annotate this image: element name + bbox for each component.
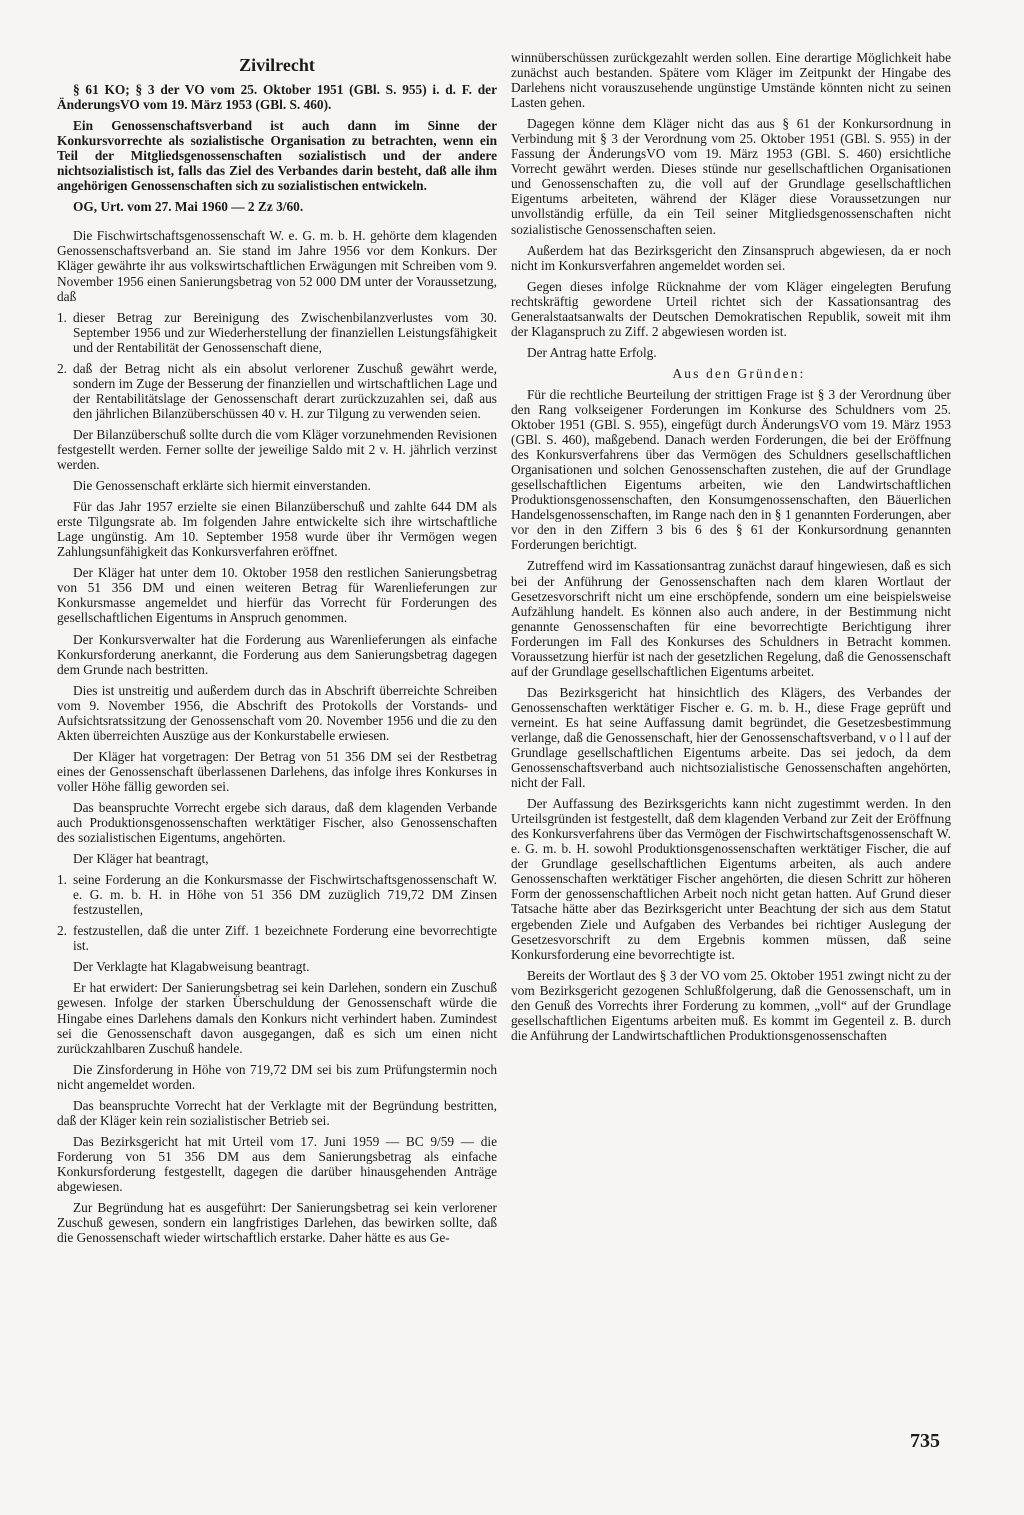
legal-citation: § 61 KO; § 3 der VO vom 25. Oktober 1951 (GBl. S. 955) i. d. F. der ÄnderungsVO vom 19. März 1953 (GBl. S. 460). [57,82,497,113]
paragraph: Außerdem hat das Bezirksgericht den Zinsanspruch abgewiesen, da er noch nicht im Konkursverfahren angemeldet worden sei. [511,242,951,273]
paragraph: Zutreffend wird im Kassationsantrag zunächst darauf hingewiesen, daß es sich bei der Anführung der Genossenschaften nach dem klaren Wortlaut der Gesetzesvorschrift nicht um eine erschöpfende, sondern um eine beispielsweise Aufzählung handelt. Es können also auch andere, in der Bestimmung nicht genannte Genossenschaften für eine bevorrechtigte Berichtigung ihrer Forderungen im Fall des Konkurses des Schuldners in Betracht kommen. Voraussetzung hierfür ist nach der gesetzlichen Regelung, daß die Genossenschaft auf der Grundlage gesellschaftlichen Eigentums arbeitet. [511,558,951,679]
paragraph: Der Antrag hatte Erfolg. [527,344,657,360]
section-title: Zivilrecht [239,55,315,75]
paragraph: Gegen dieses infolge Rücknahme der vom Kläger eingelegten Berufung rechtskräftig gewordene Urteil richtet sich der Kassationsantrag des Generalstaatsanwalts der Deutschen Demokratischen Republik, soweit mit ihm der Klaganspruch zu Ziff. 2 abgewiesen worden ist. [511,278,951,339]
paragraph: Die Genossenschaft erklärte sich hiermit einverstanden. [73,478,371,494]
gruende-heading: Aus den Gründen: [672,365,806,381]
paragraph: Dies ist unstreitig und außerdem durch das in Abschrift überreichte Schreiben vom 9. November 1956, die Abschrift des Protokolls der Vorstands- und Aufsichtsratssitzung der Genossenschaft vom 20. November 1956 und die zu den Akten überreichten Auszüge aus der Konkurstabelle erwiesen. [57,682,497,743]
paragraph: Das beanspruchte Vorrecht ergebe sich daraus, daß dem klagenden Verbande auch Produktionsgenossenschaften werktätiger Fischer, also Genossenschaften des sozialistischen Eigentums, angehörten. [57,799,497,846]
right-column [511,50,951,1049]
list-item: 2. festzustellen, daß die unter Ziff. 1 bezeichnete Forderung eine bevorrechtigte ist. [57,923,497,954]
page-number: 735 [910,1430,940,1452]
list-item: 1. dieser Betrag zur Bereinigung des Zwischenbilanzverlustes vom 30. September 1956 und zur Wiederherstellung der finanziellen Leistungsfähigkeit und der Rentabilität der Genossenschaft diene, [57,309,497,355]
paragraph: Für das Jahr 1957 erzielte sie einen Bilanzüberschuß und zahlte 644 DM als erste Tilgungsrate ab. Im folgenden Jahre entwickelte sich ihre wirtschaftliche Lage ungünstig. Am 10. September 1958 wurde über ihr Vermögen wegen Zahlungsunfähigkeit das Konkursverfahren eröffnet. [57,499,497,560]
left-column [57,50,497,1251]
paragraph: Der Auffassung des Bezirksgerichts kann nicht zugestimmt werden. In den Urteilsgründen ist festgestellt, daß dem klagenden Verband zur Zeit der Eröffnung des Konkursverfahrens über das Vermögen der Fischwirtschaftsgenossenschaft W. e. G. m. b. H. sowohl Produktionsgenossenschaften werktätiger Fischer, die auf der Grundlage gesellschaftlichen Eigentums arbeiten, als auch andere Genossenschaften werktätiger Fischer angehörten, die diesen Schritt zur höheren Form der genossenschaftlichen Arbeit noch nicht getan hatten. Auf Grund dieser Tatsache hätte aber das Bezirksgericht unter Beachtung der sich aus dem Statut ergebenden Ziele und Aufgaben des Verbandes bei richtiger Auslegung der Gesetzesvorschrift zu dem Ergebnis kommen müssen, daß seine Konkursforderung eine bevorrechtigte ist. [511,796,951,962]
paragraph: Das Bezirksgericht hat mit Urteil vom 17. Juni 1959 — BC 9/59 — die Forderung von 51 356 DM aus dem Sanierungsbetrag als einfache Konkursforderung festgestellt, dagegen die darüber hinausgehenden Anträge abgewiesen. [57,1133,497,1194]
paragraph: Zur Begründung hat es ausgeführt: Der Sanierungsbetrag sei kein verlorener Zuschuß gewesen, sondern ein langfristiges Darlehen, das bewirken sollte, daß die Genossenschaft wieder wirtschaftlich erstarke. Daher hätte es aus Ge- [57,1200,497,1246]
paragraph: Für die rechtliche Beurteilung der strittigen Frage ist § 3 der Verordnung über den Rang volkseigener Forderungen im Konkurse des Schuldners vom 25. Oktober 1951 (GBl. S. 955), eingefügt durch ÄnderungsVO vom 19. März 1953 (GBl. S. 460), maßgebend. Danach werden Forderungen, die bei der Eröffnung des Konkursverfahrens über das Vermögen des Schuldners gesellschaftlichen Organisationen und solchen Genossenschaften zustehen, die auf der Grundlage gesellschaftlichen Eigentums arbeiten, wie den Landwirtschaftlichen Produktionsgenossenschaften, den Konsumgenossenschaften, den Bäuerlichen Handelsgenossenschaften, im Range nach den in § 1 genannten Forderungen, aber vor den in den Ziffern 3 bis 6 des § 61 der Konkursordnung genannten Forderungen berichtigt. [511,386,951,553]
list-item: 1. seine Forderung an die Konkursmasse der Fischwirtschaftsgenossenschaft W. e. G. m. b. H. in Höhe von 51 356 DM zuzüglich 719,72 DM Zinsen festzustellen, [57,872,497,918]
paragraph: Das beanspruchte Vorrecht hat der Verklagte mit der Begründung bestritten, daß der Kläger kein rein sozialistischer Betrieb sei. [57,1097,497,1128]
paragraph: Er hat erwidert: Der Sanierungsbetrag sei kein Darlehen, sondern ein Zuschuß gewesen. Infolge der starken Überschuldung der Genossenschaft würde die Hingabe eines Darlehens damals den Konkurs nicht verhindert haben. Zumindest sei die Genossenschaft davon ausgegangen, daß es sich um einen nicht zurückzahlbaren Zuschuß handele. [57,980,497,1056]
paragraph: Der Konkursverwalter hat die Forderung aus Warenlieferungen als einfache Konkursforderung anerkannt, die Forderung aus dem Sanierungsbetrag dagegen dem Grunde nach bestritten. [57,631,497,677]
paragraph: Der Kläger hat unter dem 10. Oktober 1958 den restlichen Sanierungsbetrag von 51 356 DM und einen weiteren Betrag für Warenlieferungen zur Konkursmasse angemeldet und hierfür das Vorrecht für Forderungen des gesellschaftlichen Eigentums in Anspruch genommen. [57,565,497,626]
leitsatz: Ein Genossenschaftsverband ist auch dann im Sinne der Konkursvorrechte als sozialistische Organisation zu betrachten, wenn ein Teil der Mitgliedsgenossenschaften sozialistisch und der andere nichtsozialistisch ist, falls das Ziel des Verbandes darin besteht, daß alle ihm angehörigen Genossenschaften sich zu sozialistischen entwickeln. [57,118,497,194]
paragraph: Das Bezirksgericht hat hinsichtlich des Klägers, des Verbandes der Genossenschaften werktätiger Fischer e. G. m. b. H., diese Frage geprüft und verneint. Es hat seine Auffassung damit begründet, die Gesetzesbestimmung verlange, daß die Genossenschaft, hier der Genossenschaftsverband, v o l l auf der Grundlage gesellschaftlichen Eigentums arbeite. Das sei jedoch, da dem Genossenschaftsverband auch nichtsozialistische Genossenschaften angehörten, nicht der Fall. [511,684,951,791]
paragraph: winnüberschüssen zurückgezahlt werden sollen. Eine derartige Möglichkeit habe zunächst auch bestanden. Spätere vom Kläger im Zeitpunkt der Hingabe des Darlehens nicht vorauszusehende ungünstige Umstände könnten nicht zu seinen Lasten gehen. [511,50,951,111]
paragraph: Die Zinsforderung in Höhe von 719,72 DM sei bis zum Prüfungstermin noch nicht angemeldet worden. [57,1061,497,1092]
paragraph: Dagegen könne dem Kläger nicht das aus § 61 der Konkursordnung in Verbindung mit § 3 der Verordnung vom 25. Oktober 1951 (GBl. S. 955) in der Fassung der ÄnderungsVO vom 19. März 1953 (GBl. S. 460) ersichtliche Vorrecht gewährt werden. Dieses stünde nur gesellschaftlichen Organisationen und Genossenschaften zu, die voll auf der Grundlage gesellschaftlichen Eigentums arbeiteten, während der Kläger diese Voraussetzungen nur unvollständig erfülle, da ein Teil seiner Mitgliedsgenossenschaften nicht sozialistische Genossenschaften seien. [511,116,951,237]
list-item: 2. daß der Betrag nicht als ein absolut verlorener Zuschuß gewährt werde, sondern im Zuge der Besserung der finanziellen und wirtschaftlichen Lage und der Rentabilitätslage der Genossenschaft derart zurückzuzahlen sei, daß aus den jährlichen Bilanzüberschüssen 40 v. H. zur Tilgung zu verwenden seien. [57,360,497,421]
paragraph: Der Bilanzüberschuß sollte durch die vom Kläger vorzunehmenden Revisionen festgestellt werden. Ferner sollte der jeweilige Saldo mit 2 v. H. jährlich verzinst werden. [57,426,497,473]
decision-reference: OG, Urt. vom 27. Mai 1960 — 2 Zz 3/60. [73,199,304,215]
paragraph: Der Kläger hat beantragt, [73,851,209,867]
paragraph: Der Kläger hat vorgetragen: Der Betrag von 51 356 DM sei der Restbetrag eines der Genossenschaft überlassenen Darlehens, das infolge ihres Konkurses in voller Höhe fällig geworden sei. [57,748,497,794]
paragraph: Der Verklagte hat Klagabweisung beantragt. [73,959,310,975]
paragraph: Die Fischwirtschaftsgenossenschaft W. e. G. m. b. H. gehörte dem klagenden Genossenschaftsverband an. Sie stand im Jahre 1956 vor dem Konkurs. Der Kläger gewährte ihr aus volkswirtschaftlichen Erwägungen mit Schreiben vom 9. November 1956 einen Sanierungsbetrag von 52 000 DM unter der Voraussetzung, daß [57,228,497,304]
paragraph: Bereits der Wortlaut des § 3 der VO vom 25. Oktober 1951 zwingt nicht zu der vom Bezirksgericht gezogenen Schlußfolgerung, daß die Genossenschaft, um in den Genuß des Vorrechts ihrer Forderung zu kommen, „voll“ auf der Grundlage gesellschaftlichen Eigentums arbeiten muß. Es kommt im Gegenteil z. B. durch die Anführung der Landwirtschaftlichen Produktionsgenossenschaften [511,967,951,1043]
